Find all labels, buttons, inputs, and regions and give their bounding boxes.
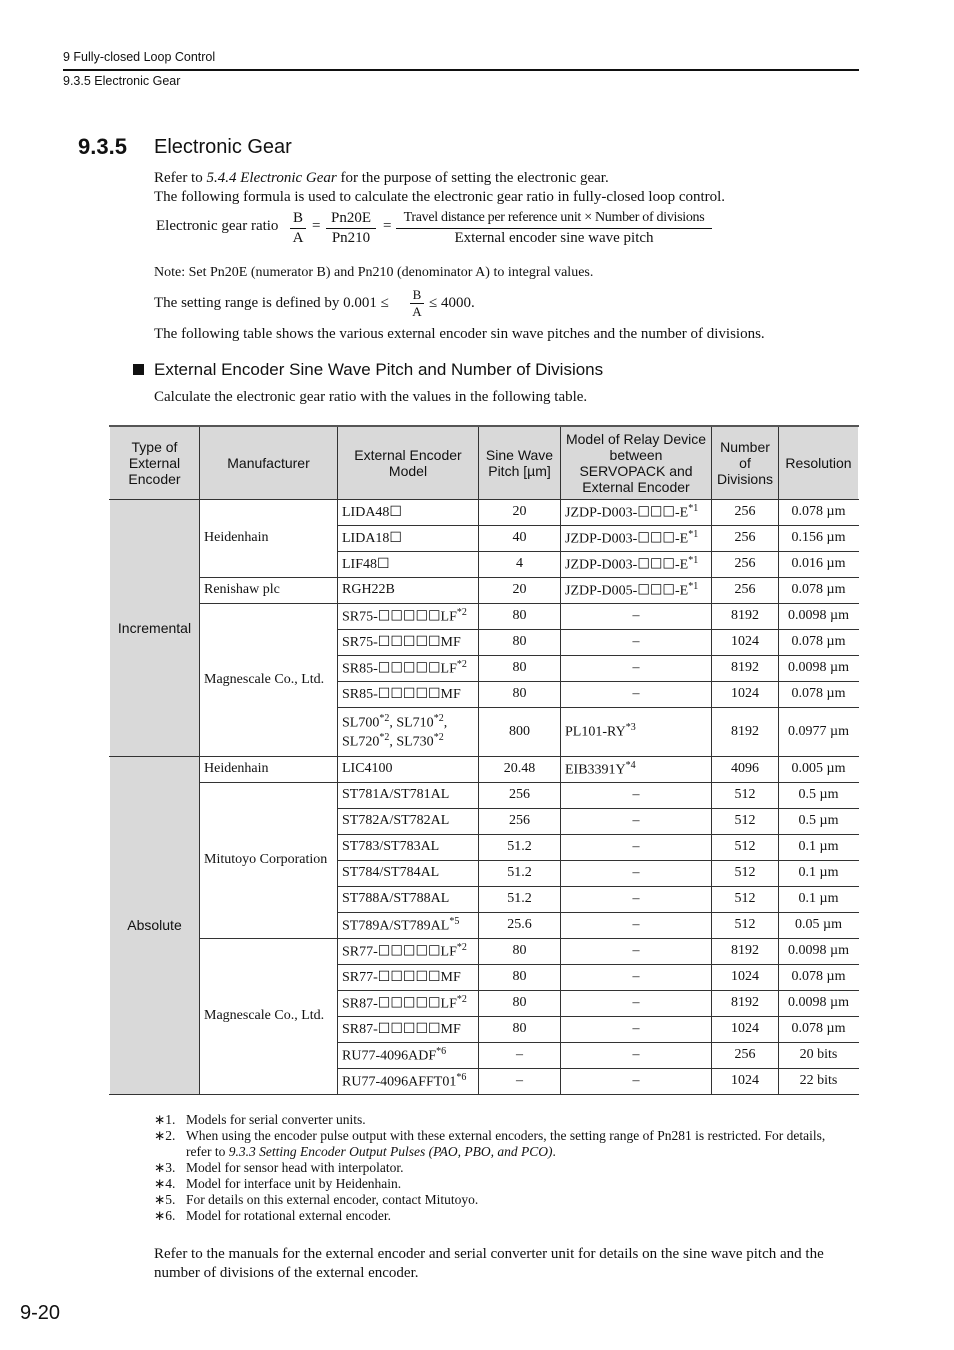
encoder-model-cell [338, 782, 479, 808]
fraction-b-over-a [290, 209, 306, 248]
encoder-model-cell [338, 551, 479, 577]
equals-sign: = [383, 218, 392, 234]
relay-text: – [632, 865, 640, 880]
relay-text: – [632, 660, 640, 675]
relay-text: JZDP-D003-☐☐☐-E [565, 531, 689, 547]
relay-device-cell [561, 938, 712, 964]
intro-text: for the purpose of setting the electronic gear. [336, 170, 609, 186]
resolution-cell: 0.016 µm [779, 551, 859, 577]
sine-pitch-cell: 80 [479, 681, 561, 707]
resolution-cell: 0.078 µm [779, 964, 859, 990]
sine-pitch-cell: 80 [479, 938, 561, 964]
encoder-model-cell [338, 525, 479, 551]
model-text: SL720 [342, 734, 380, 750]
fraction-numerator: B [290, 209, 306, 229]
relay-device-cell [561, 655, 712, 681]
footnote-3 [154, 1160, 844, 1176]
divisions-cell: 512 [712, 860, 779, 886]
relay-device-cell [561, 1068, 712, 1094]
model-text: ST781A/ST781AL [342, 787, 450, 802]
relay-text: – [632, 608, 640, 623]
divisions-cell: 512 [712, 782, 779, 808]
resolution-cell: 0.0098 µm [779, 990, 859, 1016]
model-text: *2 [433, 731, 444, 743]
footnote-text: Model for interface unit by Heidenhain. [186, 1176, 402, 1191]
divisions-cell: 8192 [712, 938, 779, 964]
manufacturer-cell: Heidenhain [200, 756, 338, 782]
encoder-model-cell [338, 990, 479, 1016]
column-header: Sine Wave Pitch [µm] [479, 426, 561, 499]
sine-pitch-cell: 80 [479, 629, 561, 655]
encoder-model-cell [338, 860, 479, 886]
divisions-cell: 8192 [712, 655, 779, 681]
encoder-model-cell [338, 1016, 479, 1042]
note-text: Note: Set Pn20E (numerator B) and Pn210 (denominator A) to integral values. [154, 265, 594, 280]
model-text: , [443, 715, 448, 731]
relay-device-cell [561, 1016, 712, 1042]
encoder-model-cell [338, 1068, 479, 1094]
page-number: 9-20 [20, 1302, 61, 1324]
model-text: ST783/ST783AL [342, 839, 440, 854]
footnote-text: Model for rotational external encoder. [186, 1208, 392, 1223]
model-text: *2 [433, 712, 444, 724]
footnote-1 [154, 1112, 844, 1128]
footnote-mark: ∗4. [154, 1176, 176, 1191]
relay-text: – [632, 813, 640, 828]
relay-device-cell [561, 756, 712, 782]
table-intro-text: The following table shows the various external encoder sin wave pitches and the number of divisions. [154, 326, 765, 342]
divisions-cell: 512 [712, 912, 779, 938]
model-text: RGH22B [342, 582, 395, 597]
sine-pitch-cell: 51.2 [479, 886, 561, 912]
encoder-model-cell [338, 499, 479, 525]
footnote-ref: *2 [456, 658, 467, 670]
divisions-cell: 8192 [712, 707, 779, 756]
resolution-cell: 0.0098 µm [779, 655, 859, 681]
table-row [110, 603, 859, 629]
manufacturer-cell: Magnescale Co., Ltd. [200, 938, 338, 1094]
relay-text: – [632, 995, 640, 1010]
resolution-cell: 0.156 µm [779, 525, 859, 551]
model-text: RU77-4096ADF [342, 1048, 437, 1064]
model-text: SR75-☐☐☐☐☐LF [342, 609, 457, 625]
resolution-cell: 0.0098 µm [779, 938, 859, 964]
footnote-5 [154, 1192, 844, 1208]
footnote-text [186, 1128, 844, 1160]
manufacturer-cell: Heidenhain [200, 499, 338, 577]
running-header-chapter: 9 Fully-closed Loop Control [63, 50, 216, 64]
intro-line-2: The following formula is used to calculate the electronic gear ratio in fully-closed loop control. [154, 189, 726, 205]
footnote-ref: *6 [436, 1045, 447, 1057]
divisions-cell: 4096 [712, 756, 779, 782]
resolution-cell: 0.1 µm [779, 886, 859, 912]
relay-text: – [632, 943, 640, 958]
model-text: SR87-☐☐☐☐☐LF [342, 996, 457, 1012]
model-text: ST788A/ST788AL [342, 891, 450, 906]
encoder-type-cell: Absolute [110, 756, 200, 1094]
model-line [342, 732, 474, 751]
manufacturer-cell: Mitutoyo Corporation [200, 782, 338, 938]
resolution-cell: 0.0977 µm [779, 707, 859, 756]
footnote-ref: *1 [688, 502, 699, 514]
column-header: Type of External Encoder [110, 426, 200, 499]
column-header: Resolution [779, 426, 859, 499]
resolution-cell: 0.005 µm [779, 756, 859, 782]
sine-pitch-cell: 80 [479, 655, 561, 681]
footnote-ref: *6 [456, 1071, 467, 1083]
footnote-mark: ∗5. [154, 1192, 176, 1207]
footnote-ref: *5 [449, 915, 460, 927]
closing-paragraph: Refer to the manuals for the external encoder and serial converter unit for details on the sine wave pitch and the number of divisions of the external encoder. [154, 1246, 824, 1281]
relay-device-cell [561, 525, 712, 551]
footnote-6 [154, 1208, 844, 1224]
relay-device-cell [561, 912, 712, 938]
sine-pitch-cell: 20 [479, 499, 561, 525]
divisions-cell: 1024 [712, 681, 779, 707]
model-text: SL700 [342, 715, 380, 731]
divisions-cell: 8192 [712, 603, 779, 629]
sine-pitch-cell: 20 [479, 577, 561, 603]
running-header-section: 9.3.5 Electronic Gear [63, 74, 181, 88]
encoder-model-cell [338, 1042, 479, 1068]
relay-device-cell [561, 629, 712, 655]
resolution-cell: 0.078 µm [779, 629, 859, 655]
relay-text: – [632, 917, 640, 932]
formula-label: Electronic gear ratio [156, 218, 279, 234]
range-text: The setting range is defined by 0.001 ≤ [154, 295, 389, 311]
fraction-denominator: A [292, 230, 304, 246]
resolution-cell: 0.1 µm [779, 834, 859, 860]
sine-pitch-cell: 40 [479, 525, 561, 551]
relay-text: – [632, 1021, 640, 1036]
relay-device-cell [561, 499, 712, 525]
fraction-denominator: A [412, 304, 422, 319]
resolution-cell: 0.5 µm [779, 808, 859, 834]
relay-text: – [632, 839, 640, 854]
model-text: LIC4100 [342, 761, 393, 776]
relay-device-cell [561, 603, 712, 629]
relay-device-cell [561, 551, 712, 577]
relay-device-cell [561, 886, 712, 912]
gear-ratio-formula [156, 209, 756, 249]
relay-text: – [632, 1047, 640, 1062]
relay-text: PL101-RY [565, 724, 626, 740]
table-row [110, 782, 859, 808]
relay-text: – [632, 891, 640, 906]
divisions-cell: 512 [712, 808, 779, 834]
relay-device-cell [561, 681, 712, 707]
fraction-numerator: Travel distance per reference unit × Number of divisions [396, 209, 712, 229]
encoder-type-cell: Incremental [110, 499, 200, 756]
footnotes [154, 1112, 844, 1224]
divisions-cell: 8192 [712, 990, 779, 1016]
square-bullet-icon [133, 364, 144, 375]
model-text: LIDA18☐ [342, 530, 402, 546]
equals-sign: = [312, 218, 321, 234]
subsection-title: External Encoder Sine Wave Pitch and Number of Divisions [154, 360, 604, 379]
manufacturer-cell: Magnescale Co., Ltd. [200, 603, 338, 756]
encoder-model-cell [338, 808, 479, 834]
sine-pitch-cell: – [479, 1068, 561, 1094]
sine-pitch-cell: 51.2 [479, 834, 561, 860]
model-text: *2 [379, 712, 390, 724]
relay-device-cell [561, 577, 712, 603]
fraction-denominator: Pn210 [331, 230, 371, 246]
encoder-model-cell [338, 655, 479, 681]
relay-device-cell [561, 808, 712, 834]
fraction-denominator: External encoder sine wave pitch [454, 230, 654, 246]
resolution-cell: 0.1 µm [779, 860, 859, 886]
sine-pitch-cell: – [479, 1042, 561, 1068]
resolution-cell: 0.0098 µm [779, 603, 859, 629]
resolution-cell: 22 bits [779, 1068, 859, 1094]
intro-paragraph [154, 169, 854, 207]
model-text: , SL730 [389, 734, 434, 750]
column-header: External Encoder Model [338, 426, 479, 499]
table-row [110, 756, 859, 782]
footnote-mark: ∗3. [154, 1160, 176, 1175]
footnote-ref: *3 [625, 722, 636, 734]
sine-pitch-cell: 256 [479, 808, 561, 834]
resolution-cell: 0.078 µm [779, 1016, 859, 1042]
divisions-cell: 1024 [712, 1068, 779, 1094]
fraction-travel-over-pitch [396, 209, 712, 248]
manufacturer-cell: Renishaw plc [200, 577, 338, 603]
footnote-4 [154, 1176, 844, 1192]
divisions-cell: 256 [712, 499, 779, 525]
resolution-cell: 0.078 µm [779, 499, 859, 525]
relay-device-cell [561, 1042, 712, 1068]
table-header-row [110, 426, 859, 499]
divisions-cell: 256 [712, 551, 779, 577]
calc-instruction: Calculate the electronic gear ratio with the values in the following table. [154, 389, 588, 405]
footnote-text: For details on this external encoder, contact Mitutoyo. [186, 1192, 479, 1207]
encoder-model-cell [338, 603, 479, 629]
model-text: ST782A/ST782AL [342, 813, 450, 828]
table-row [110, 499, 859, 525]
range-fraction [410, 287, 424, 320]
footnote-ref: *2 [456, 606, 467, 618]
footnote-text-part: When using the encoder pulse output with these external encoders, the setting range of Pn281 is restricted. For details, refer to [186, 1128, 826, 1159]
intro-line-1 [154, 169, 854, 188]
footnote-ref: *1 [688, 580, 699, 592]
model-text: SR77-☐☐☐☐☐MF [342, 969, 461, 985]
encoder-model-cell [338, 577, 479, 603]
relay-text: EIB3391Y [565, 762, 626, 778]
encoder-model-cell [338, 707, 479, 756]
relay-text: – [632, 1073, 640, 1088]
footnote-ref: *2 [456, 941, 467, 953]
encoder-model-cell [338, 912, 479, 938]
footnote-text: Models for serial converter units. [186, 1112, 366, 1127]
relay-text: – [632, 969, 640, 984]
column-header: Manufacturer [200, 426, 338, 499]
model-text: *2 [379, 731, 390, 743]
relay-device-cell [561, 964, 712, 990]
resolution-cell: 0.5 µm [779, 782, 859, 808]
footnote-ref: *2 [456, 993, 467, 1005]
relay-text: JZDP-D005-☐☐☐-E [565, 583, 689, 599]
relay-text: – [632, 787, 640, 802]
relay-device-cell [561, 990, 712, 1016]
fraction-numerator: B [410, 287, 424, 304]
relay-device-cell [561, 707, 712, 756]
fraction-pn [326, 209, 376, 248]
resolution-cell: 20 bits [779, 1042, 859, 1068]
encoder-model-cell [338, 681, 479, 707]
fraction-numerator: Pn20E [326, 209, 376, 229]
divisions-cell: 256 [712, 525, 779, 551]
footnote-text: Model for sensor head with interpolator. [186, 1160, 404, 1175]
setting-range [154, 287, 654, 327]
table-row [110, 577, 859, 603]
sine-pitch-cell: 800 [479, 707, 561, 756]
encoder-model-cell [338, 886, 479, 912]
resolution-cell: 0.05 µm [779, 912, 859, 938]
footnote-ref: *1 [688, 554, 699, 566]
relay-text: – [632, 634, 640, 649]
encoder-model-cell [338, 964, 479, 990]
model-text: SR87-☐☐☐☐☐MF [342, 1021, 461, 1037]
cross-reference-link[interactable]: 5.4.4 Electronic Gear [206, 170, 337, 186]
sine-pitch-cell: 25.6 [479, 912, 561, 938]
model-text: , SL710 [389, 715, 434, 731]
table-row [110, 938, 859, 964]
column-header: Model of Relay Device between SERVOPACK and External Encoder [561, 426, 712, 499]
model-text: SR85-☐☐☐☐☐MF [342, 686, 461, 702]
model-text: ST784/ST784AL [342, 865, 440, 880]
relay-text: JZDP-D003-☐☐☐-E [565, 557, 689, 573]
section-title: Electronic Gear [154, 136, 292, 158]
resolution-cell: 0.078 µm [779, 577, 859, 603]
footnote-mark: ∗6. [154, 1208, 176, 1223]
intro-text: Refer to [154, 170, 207, 186]
section-number: 9.3.5 [78, 134, 127, 159]
divisions-cell: 256 [712, 1042, 779, 1068]
sine-pitch-cell: 80 [479, 1016, 561, 1042]
footnote-2 [154, 1128, 844, 1160]
sine-pitch-cell: 80 [479, 990, 561, 1016]
relay-device-cell [561, 860, 712, 886]
divisions-cell: 512 [712, 886, 779, 912]
relay-device-cell [561, 782, 712, 808]
footnote-text-part: . [552, 1144, 556, 1159]
divisions-cell: 1024 [712, 629, 779, 655]
divisions-cell: 1024 [712, 964, 779, 990]
model-text: RU77-4096AFFT01 [342, 1074, 457, 1090]
model-line [342, 713, 474, 732]
relay-text: – [632, 686, 640, 701]
model-text: ST789A/ST789AL [342, 918, 450, 934]
model-text: SR85-☐☐☐☐☐LF [342, 661, 457, 677]
relay-text: JZDP-D003-☐☐☐-E [565, 505, 689, 521]
model-text: SR77-☐☐☐☐☐LF [342, 944, 457, 960]
sine-pitch-cell: 80 [479, 964, 561, 990]
sine-pitch-cell: 20.48 [479, 756, 561, 782]
sine-pitch-cell: 51.2 [479, 860, 561, 886]
divisions-cell: 1024 [712, 1016, 779, 1042]
model-text: SR75-☐☐☐☐☐MF [342, 634, 461, 650]
footnote-mark: ∗1. [154, 1112, 176, 1127]
model-text: LIF48☐ [342, 556, 390, 572]
column-header: Number of Divisions [712, 426, 779, 499]
encoder-table [109, 425, 859, 1095]
relay-device-cell [561, 834, 712, 860]
resolution-cell: 0.078 µm [779, 681, 859, 707]
footnote-ref: *4 [625, 759, 636, 771]
encoder-model-cell [338, 756, 479, 782]
sine-pitch-cell: 4 [479, 551, 561, 577]
divisions-cell: 256 [712, 577, 779, 603]
sine-pitch-cell: 256 [479, 782, 561, 808]
encoder-model-cell [338, 629, 479, 655]
footnote-ref: *1 [688, 528, 699, 540]
sine-pitch-cell: 80 [479, 603, 561, 629]
model-text: LIDA48☐ [342, 504, 402, 520]
divisions-cell: 512 [712, 834, 779, 860]
encoder-model-cell [338, 938, 479, 964]
header-rule [63, 69, 859, 71]
encoder-model-cell [338, 834, 479, 860]
cross-reference-link[interactable]: 9.3.3 Setting Encoder Output Pulses (PAO, PBO, and PCO) [228, 1144, 553, 1159]
footnote-mark: ∗2. [154, 1128, 176, 1143]
range-text: ≤ 4000. [429, 295, 475, 311]
